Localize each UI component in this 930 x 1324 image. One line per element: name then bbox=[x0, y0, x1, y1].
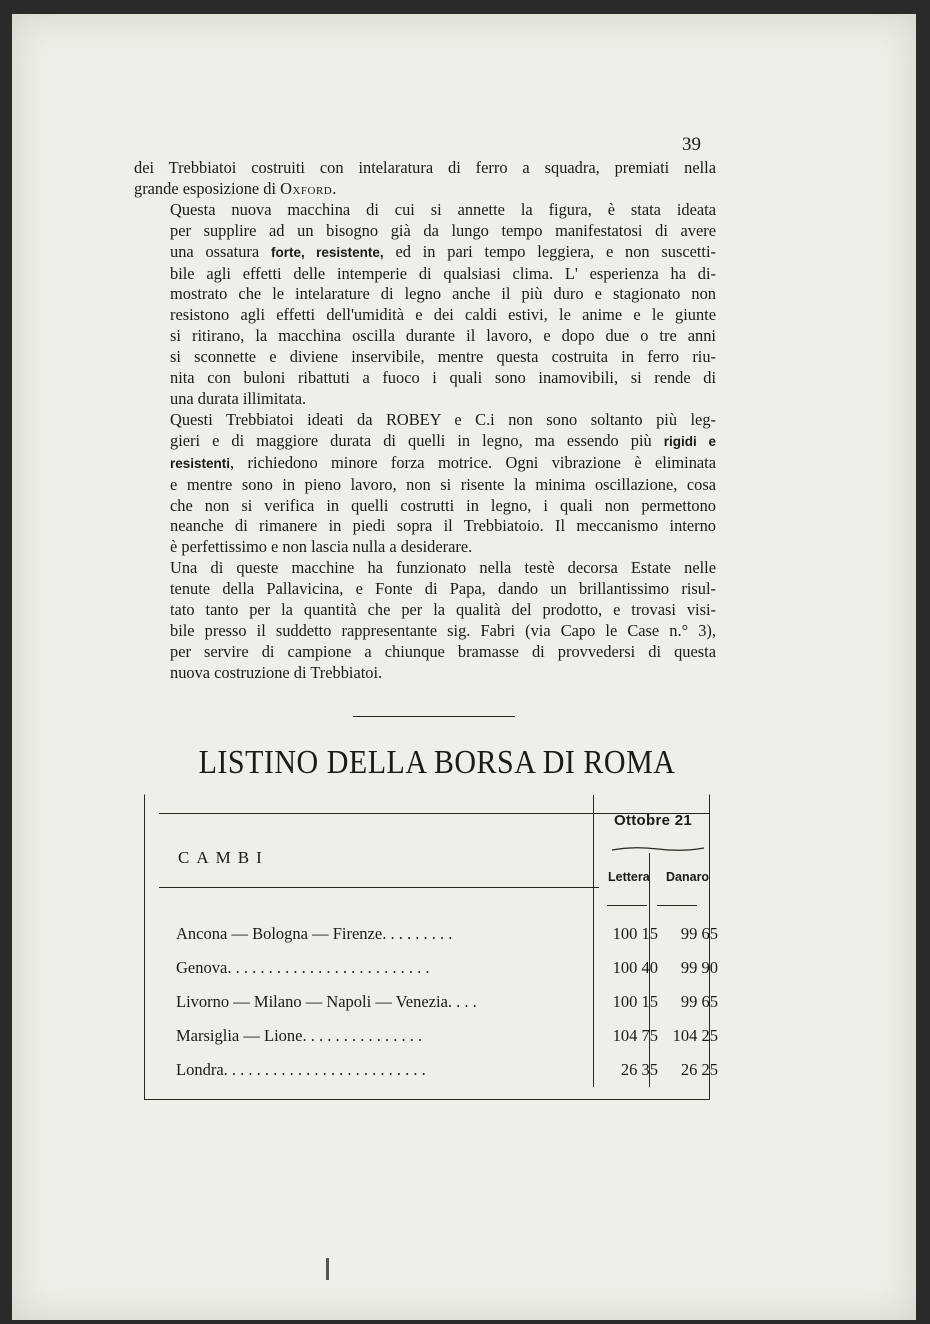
header-divider bbox=[657, 905, 697, 906]
lettera-value: 100 40 bbox=[612, 958, 658, 977]
ink-mark bbox=[326, 1258, 329, 1280]
bold-text: rigidi e bbox=[663, 433, 716, 449]
body-text bbox=[134, 158, 716, 684]
row-label: Londra. . . . . . . . . . . . . . . . . . . . . . . . . bbox=[176, 1060, 426, 1079]
text-line: neanche di rimanere in piedi sopra il Trebbiatoio. Il meccanismo interno bbox=[170, 516, 716, 536]
row-label: Genova. . . . . . . . . . . . . . . . . . . . . . . . . bbox=[176, 958, 430, 977]
text-line bbox=[134, 453, 716, 475]
danaro-value: 26 25 bbox=[680, 1060, 718, 1079]
row-label: Ancona — Bologna — Firenze. . . . . . . . . bbox=[176, 924, 453, 943]
text-fragment: grande esposizione di bbox=[134, 178, 281, 198]
cambi-label: CAMBI bbox=[178, 848, 269, 867]
paragraph-2 bbox=[134, 200, 716, 410]
text-line: mostrato che le intelarature di legno anche il più duro e stagionato non bbox=[170, 284, 716, 304]
text-line: Questi Trebbiatoi ideati da ROBEY e C.i non sono soltanto più leg- bbox=[170, 409, 716, 429]
paragraph-3 bbox=[134, 410, 716, 558]
row-label: Livorno — Milano — Napoli — Venezia. . . . bbox=[176, 992, 477, 1011]
table-row bbox=[176, 992, 584, 1017]
text-line: Una di queste macchine ha funzionato nella testè decorsa Estate nelle bbox=[170, 558, 716, 578]
text-line: è perfettissimo e non lascia nulla a desiderare. bbox=[170, 537, 473, 557]
lettera-value: 26 35 bbox=[620, 1060, 658, 1079]
column-divider bbox=[593, 795, 594, 1087]
text-line: per supplire ad un bisogno già da lungo tempo manifestatosi di avere bbox=[170, 220, 716, 240]
column-header-danaro: Danaro bbox=[666, 870, 710, 884]
oxford-smallcaps: Oxford. bbox=[280, 178, 337, 198]
table-row bbox=[176, 958, 584, 983]
month-header: Ottobre 21 bbox=[614, 812, 693, 829]
text-fragment: ed in pari tempo leggiera, e non suscetti- bbox=[383, 241, 716, 261]
text-fragment: gieri e di maggiore durata di quelli in legno, ma essendo più bbox=[170, 430, 664, 450]
text-line: bile agli effetti delle intemperie di qualsiasi clima. L' esperienza ha di- bbox=[170, 263, 716, 283]
text-line bbox=[134, 431, 716, 453]
section-heading: LISTINO DELLA BORSA DI ROMA bbox=[198, 744, 676, 781]
lettera-value: 104 75 bbox=[612, 1026, 658, 1045]
text-line: tato tanto per la quantità che per la qualità del prodotto, e trovasi visi- bbox=[170, 600, 716, 620]
text-line: che non si verifica in quelli costrutti in legno, i quali non permettono bbox=[170, 495, 716, 515]
text-line: nuova costruzione di Trebbiatoi. bbox=[170, 662, 383, 682]
lettera-value: 100 15 bbox=[612, 992, 658, 1011]
table-row bbox=[176, 1060, 584, 1085]
text-line: tenute della Pallavicina, e Fonte di Papa, dando un brillantissimo risul- bbox=[170, 579, 716, 599]
text-line: resistono agli effetti dell'umidità e dei caldi estivi, le anime e le giunte bbox=[170, 305, 716, 325]
text-fragment: una ossatura bbox=[170, 241, 271, 261]
page-number: 39 bbox=[682, 134, 701, 155]
text-line: Questa nuova macchina di cui si annette la figura, è stata ideata bbox=[170, 199, 716, 219]
table-row bbox=[176, 1026, 584, 1051]
text-fragment: , richiedono minore forza motrice. Ogni vibrazione è eliminata bbox=[230, 452, 716, 472]
danaro-value: 104 25 bbox=[672, 1026, 718, 1045]
text-line: una durata illimitata. bbox=[170, 388, 307, 408]
text-line bbox=[134, 242, 716, 264]
header-divider bbox=[159, 887, 599, 888]
text-line bbox=[134, 179, 716, 200]
bold-text: forte, resistente, bbox=[270, 244, 384, 260]
text-line: e mentre sono in pieno lavoro, non si risente la minima oscillazione, cosa bbox=[170, 474, 716, 494]
danaro-value: 99 65 bbox=[680, 992, 718, 1011]
row-label: Marsiglia — Lione. . . . . . . . . . . . . . . bbox=[176, 1026, 423, 1045]
text-line: si sconnette e diviene inservibile, mentre questa costruita in ferro riu- bbox=[170, 347, 716, 367]
text-line: per servire di campione a chiunque bramasse di provvedersi di questa bbox=[170, 641, 716, 661]
text-line: dei Trebbiatoi costruiti con intelaratura di ferro a squadra, premiati nella bbox=[134, 158, 716, 177]
text-line: bile presso il suddetto rappresentante sig. Fabri (via Capo le Case n.° 3), bbox=[170, 620, 716, 640]
lettera-value: 100 15 bbox=[612, 924, 658, 943]
section-divider bbox=[353, 716, 515, 717]
danaro-value: 99 90 bbox=[680, 958, 718, 977]
paragraph-1 bbox=[134, 158, 716, 200]
header-swash-ornament bbox=[610, 844, 706, 854]
danaro-value: 99 65 bbox=[680, 924, 718, 943]
header-divider bbox=[607, 905, 647, 906]
text-line: nita con buloni ribattuti a fuoco i quali sono inamovibili, si rende di bbox=[170, 368, 716, 388]
paragraph-4 bbox=[134, 558, 716, 683]
text-line: si ritirano, la macchina oscilla durante il lavoro, e dopo due o tre anni bbox=[170, 326, 716, 346]
table-row bbox=[176, 924, 584, 949]
bold-text: resistenti bbox=[170, 455, 231, 471]
column-header-lettera: Lettera bbox=[608, 870, 650, 884]
